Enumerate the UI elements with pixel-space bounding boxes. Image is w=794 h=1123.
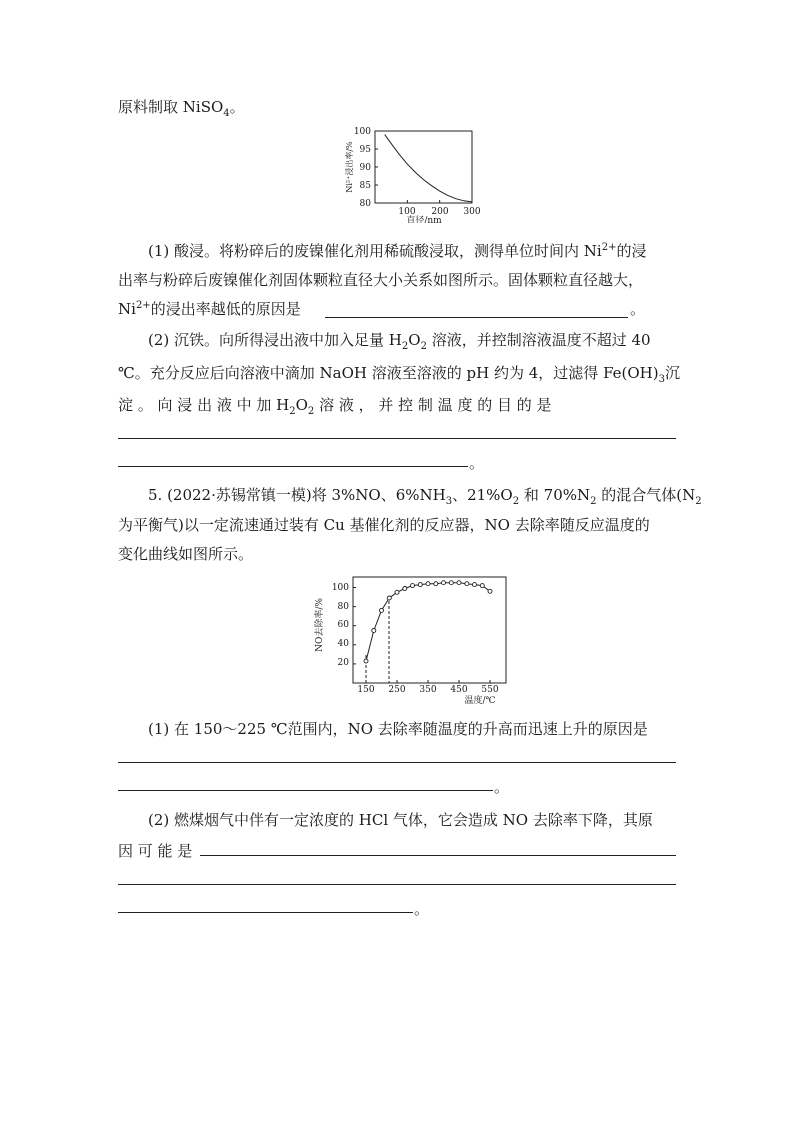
chart2-ylabel: NO去除率/% [315,598,325,652]
chart1-xlabel: 直径/nm [406,216,442,223]
q5-2-answer-blank-2[interactable] [118,884,676,885]
chart1-ytick-80: 80 [359,199,371,209]
q2-period: 。 [469,454,485,472]
chart2-xtick-350: 350 [419,685,437,695]
chart2-ytick-80: 80 [337,602,349,612]
q5-2-answer-blank-1[interactable] [200,855,676,856]
q2-answer-blank-1[interactable] [118,438,676,439]
chart2-point [442,581,446,585]
chart2-xtick-150: 150 [357,685,375,695]
q5-line3: 变化曲线如图所示。 [118,545,254,563]
q1-period: 。 [630,300,646,318]
q5-2-period: 。 [414,900,430,918]
chart2-curve [366,583,490,661]
chart2-xtick-450: 450 [450,685,468,695]
chart2-ytick-100: 100 [331,583,349,593]
q5-2-line1: (2) 燃煤烟气中伴有一定浓度的 HCl 气体，它会造成 NO 去除率下降，其原 [148,811,653,829]
chart2-ytick-40: 40 [337,639,349,649]
q2-answer-blank-2[interactable] [118,466,468,467]
q2-line2: ℃。充分反应后向溶液中滴加 NaOH 溶液至溶液的 pH 约为 4，过滤得 $Fe(OH)_3$沉 [118,364,681,385]
intro-text: 原料制取 NiSO$_4$。 [118,98,245,119]
chart2-point [364,659,368,663]
chart2-xtick-550: 550 [481,685,499,695]
chart2-ytick-60: 60 [337,620,349,630]
chart2-point [449,581,453,585]
chart2-point [411,584,415,588]
chart2-point [457,581,461,585]
chart2-point [473,583,477,587]
chart1-ylabel: Ni²⁺浸出率/% [345,141,354,193]
chart2-xlabel: 温度/℃ [464,696,496,705]
q5-1-answer-blank-2[interactable] [118,790,493,791]
q5-line2: 为平衡气)以一定流速通过装有 Cu 基催化剂的反应器，NO 去除率随反应温度的 [118,516,650,534]
chart2-point [488,589,492,593]
chart2-point [426,582,430,586]
chart1-xtick-300: 300 [463,207,481,217]
q5-2-line2: 因 可 能 是 [118,842,193,860]
q1-answer-blank[interactable] [325,317,628,318]
leaching-rate-chart [338,123,518,223]
chart2-xtick-250: 250 [388,685,406,695]
chart2-point [387,596,391,600]
q5-line1: 5. (2022·苏锡常镇一模)将 3%NO、$6\%NH_3$、$21\%O_2$ 和 $70\%N_2$ 的混合气体($N_2$ [148,486,702,507]
chart2-point [403,587,407,591]
chart2-ytick-20: 20 [337,658,349,668]
chart2-point [372,629,376,633]
chart1-ytick-90: 90 [359,163,371,173]
chart1-ytick-95: 95 [359,145,371,155]
chart2-point [395,590,399,594]
q1-line1: (1) 酸浸。将粉碎后的废镍催化剂用稀硫酸浸取，测得单位时间内 $Ni^{2+}$的浸 [148,242,647,260]
q1-line3: $Ni^{2+}$的浸出率越低的原因是 [118,300,301,318]
chart1-xtick-100: 100 [398,207,416,217]
q5-1-period: 。 [494,778,510,796]
no-removal-chart [308,570,518,705]
q5-1-answer-blank-1[interactable] [118,762,676,763]
q2-line3: 淀 。 向 浸 出 液 中 加 $H_2O_2$ 溶 液 ， 并 控 制 温 度 的 目 的 是 [118,396,552,417]
chart1-curve [385,135,472,202]
chart2-point [380,608,384,612]
chart2-point [480,584,484,588]
q1-line2: 出率与粉碎后废镍催化剂固体颗粒直径大小关系如图所示。固体颗粒直径越大， [118,271,644,289]
q2-line1: (2) 沉铁。向所得浸出液中加入足量 $H_2O_2$ 溶液，并控制溶液温度不超过 40 [148,331,651,352]
chart2-point [418,583,422,587]
chart2-point [434,582,438,586]
chart1-ytick-85: 85 [359,181,371,191]
chart2-point [465,582,469,586]
q5-2-answer-blank-3[interactable] [118,912,413,913]
chart1-xtick-200: 200 [431,207,449,217]
q5-1-line1: (1) 在 150～225 ℃范围内，NO 去除率随温度的升高而迅速上升的原因是 [148,720,648,738]
chart1-ytick-100: 100 [353,127,371,137]
